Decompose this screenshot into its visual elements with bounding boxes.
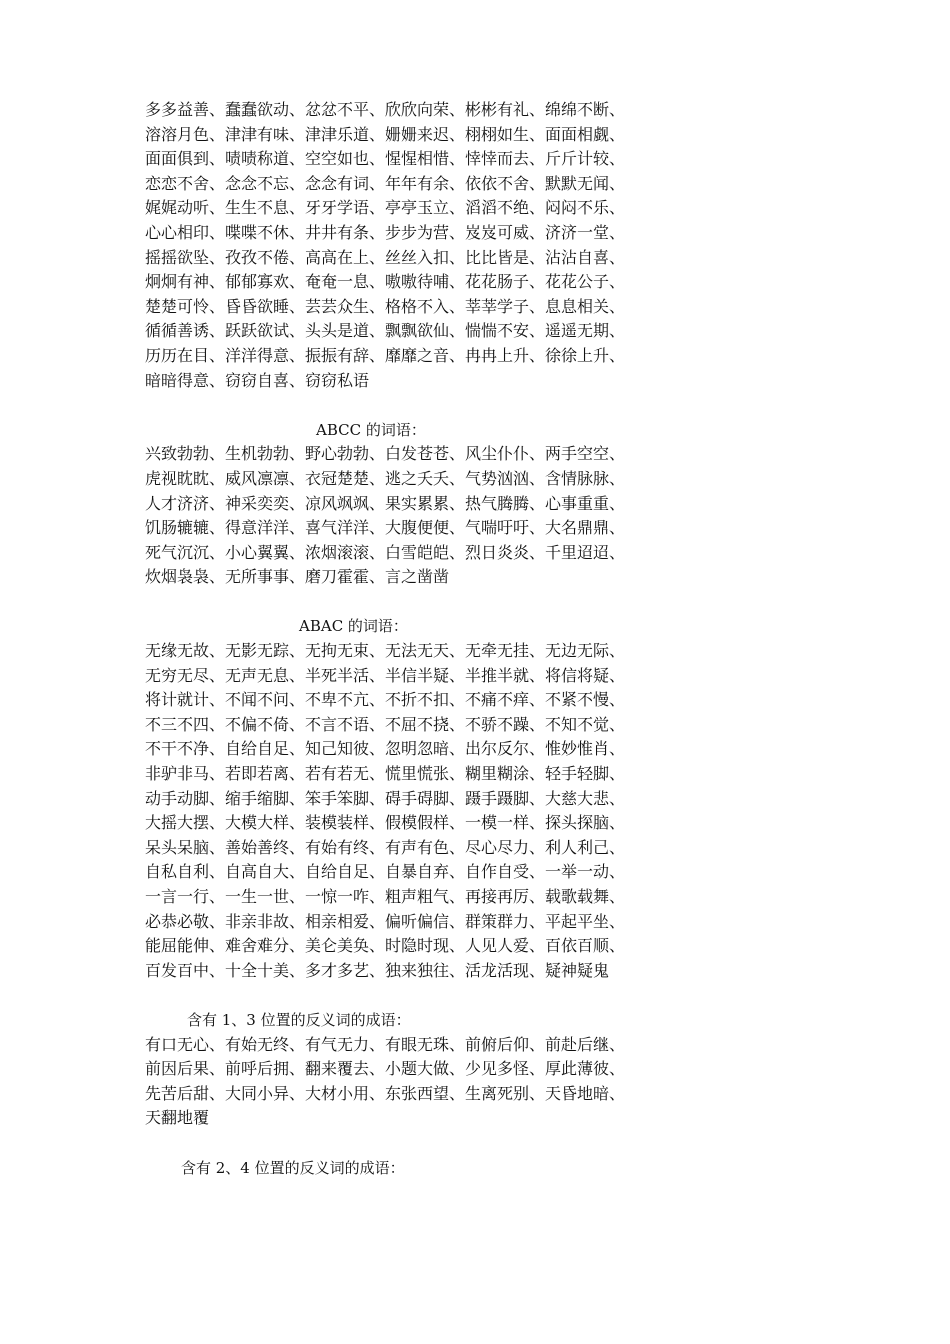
text-line: 恋恋不舍、念念不忘、念念有词、年年有余、依依不舍、默默无闻、 [145,173,626,193]
text-line: 摇摇欲坠、孜孜不倦、高高在上、丝丝入扣、比比皆是、沾沾自喜、 [145,247,626,267]
text-line: 死气沉沉、小心翼翼、浓烟滚滚、白雪皑皑、烈日炎炎、千里迢迢、 [145,542,626,562]
text-line: 人才济济、神采奕奕、凉风飒飒、果实累累、热气腾腾、心事重重、 [145,493,626,513]
abcc-idiom-list [145,442,805,590]
text-line: 前因后果、前呼后拥、翻来覆去、小题大做、少见多怪、厚此薄彼、 [145,1059,626,1079]
text-line: 面面俱到、啧啧称道、空空如也、惺惺相惜、悻悻而去、斤斤计较、 [145,149,626,169]
text-line: 炯炯有神、郁郁寡欢、奄奄一息、嗷嗷待哺、花花肠子、花花公子、 [145,272,626,292]
document-page [145,98,805,1180]
text-line: 天翻地覆 [145,1108,210,1128]
text-line: 呆头呆脑、善始善终、有始有终、有声有色、尽心尽力、利人利己、 [145,837,626,857]
spacer [145,1131,805,1156]
text-line: 必恭必敬、非亲非故、相亲相爱、偏听偏信、群策群力、平起平坐、 [145,911,626,931]
antonym-pos13-heading: 含有 1、3 位置的反义词的成语： [187,1010,411,1029]
text-line: 先苦后甜、大同小异、大材小用、东张西望、生离死别、天昏地暗、 [145,1083,626,1103]
text-line: 炊烟袅袅、无所事事、磨刀霍霍、言之凿凿 [145,567,450,587]
text-line: 大摇大摆、大模大样、装模装样、假模假样、一模一样、探头探脑、 [145,813,626,833]
antonym-pos13-idiom-list [145,1033,805,1131]
text-line: 能屈能伸、难舍难分、美仑美奂、时隐时现、人见人爱、百依百顺、 [145,936,626,956]
text-line: 历历在目、洋洋得意、振振有辞、靡靡之音、冉冉上升、徐徐上升、 [145,345,626,365]
text-line: 有口无心、有始无终、有气无力、有眼无珠、前俯后仰、前赴后继、 [145,1034,626,1054]
spacer [145,393,805,418]
text-line: 多多益善、蠢蠢欲动、忿忿不平、欣欣向荣、彬彬有礼、绵绵不断、 [145,100,626,119]
text-line: 将计就计、不闻不问、不卑不亢、不折不扣、不痛不痒、不紧不慢、 [145,690,626,710]
text-line: 自私自利、自高自大、自给自足、自暴自弃、自作自受、一举一动、 [145,862,626,882]
text-line: 无缘无故、无影无踪、无拘无束、无法无天、无牵无挂、无边无际、 [145,641,626,661]
abcc-heading: ABCC 的词语： [316,420,426,439]
text-line: 饥肠辘辘、得意洋洋、喜气洋洋、大腹便便、气喘吁吁、大名鼎鼎、 [145,518,626,538]
text-line: 暗暗得意、窃窃自喜、窃窃私语 [145,370,370,390]
text-line: 无穷无尽、无声无息、半死半活、半信半疑、半推半就、将信将疑、 [145,665,626,685]
text-line: 楚楚可怜、昏昏欲睡、芸芸众生、格格不入、莘莘学子、息息相关、 [145,296,626,316]
abac-heading: ABAC 的词语： [299,617,408,636]
spacer [145,983,805,1008]
text-line: 一言一行、一生一世、一惊一咋、粗声粗气、再接再厉、载歌载舞、 [145,887,626,906]
text-line: 溶溶月色、津津有味、津津乐道、姗姗来迟、栩栩如生、面面相觑、 [145,124,626,144]
spacer [145,590,805,615]
text-line: 不干不净、自给自足、知己知彼、忽明忽暗、出尔反尔、惟妙惟肖、 [145,739,626,759]
abac-idiom-list [145,639,805,983]
text-line: 兴致勃勃、生机勃勃、野心勃勃、白发苍苍、风尘仆仆、两手空空、 [145,444,626,464]
text-line: 娓娓动听、生生不息、牙牙学语、亭亭玉立、滔滔不绝、闷闷不乐、 [145,198,626,218]
text-line: 心心相印、喋喋不休、井井有条、步步为营、岌岌可威、济济一堂、 [145,222,626,242]
text-line: 动手动脚、缩手缩脚、笨手笨脚、碍手碍脚、蹑手蹑脚、大慈大悲、 [145,788,626,808]
text-line: 非驴非马、若即若离、若有若无、慌里慌张、糊里糊涂、轻手轻脚、 [145,764,626,784]
aabb-idiom-list [145,98,805,393]
antonym-pos24-heading: 含有 2、4 位置的反义词的成语： [181,1158,405,1177]
text-line: 虎视眈眈、威风凛凛、衣冠楚楚、逃之夭夭、气势汹汹、含情脉脉、 [145,468,626,488]
text-line: 循循善诱、跃跃欲试、头头是道、飘飘欲仙、惴惴不安、遥遥无期、 [145,321,626,341]
text-line: 不三不四、不偏不倚、不言不语、不屈不挠、不骄不躁、不知不觉、 [145,714,626,734]
text-line: 百发百中、十全十美、多才多艺、独来独往、活龙活现、疑神疑鬼 [145,960,610,980]
